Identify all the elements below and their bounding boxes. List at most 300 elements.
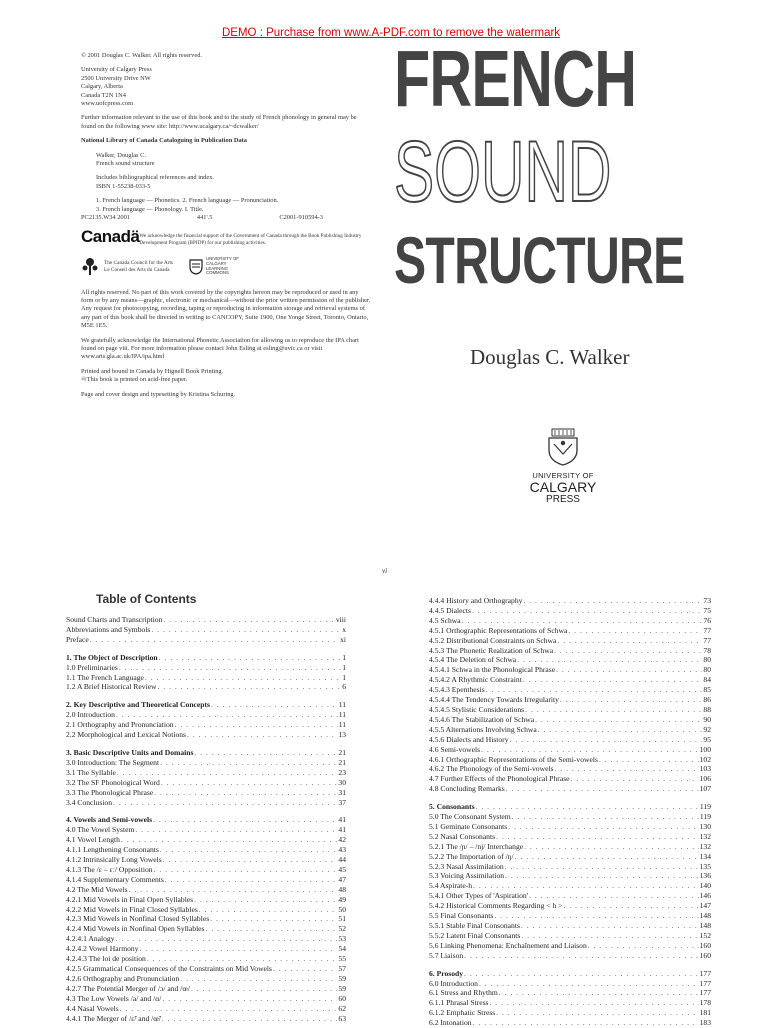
toc-entry-title: 2. Key Descriptive and Theoretical Concepts (66, 700, 210, 710)
toc-leader-dots (476, 802, 699, 812)
toc-page-number: 148 (699, 911, 711, 921)
toc-leader-dots (90, 635, 339, 645)
toc-entry-title: 4.4.1 The Merger of /ɛ̃/ and /œ̃/ (66, 1013, 161, 1023)
toc-entry-title: 4.1.2 Intrinsically Long Vowels (66, 855, 162, 865)
toc-page-number: 73 (703, 596, 711, 605)
toc-leader-dots (599, 755, 699, 765)
toc-entry-title: 4.2.7 The Potential Merger of /ɔ/ and /œ/ (66, 983, 190, 993)
toc-leader-dots (563, 901, 698, 911)
toc-entry (429, 891, 711, 901)
toc-page-number: 13 (338, 730, 346, 740)
toc-chapter-entry (66, 815, 346, 825)
toc-entry-title: 2.2 Morphological and Lexical Notions (66, 730, 186, 740)
toc-entry (66, 914, 346, 924)
toc-entry (429, 921, 711, 931)
toc-entry-title: 4.2.4 Mid Vowels in Nonfinal Open Syllables (66, 924, 205, 934)
toc-entry-title: 5.2.2 The Importation of /ŋ/ (429, 851, 514, 861)
toc-entry (66, 710, 346, 720)
toc-entry (66, 825, 346, 835)
toc-leader-dots (211, 700, 338, 710)
toc-entry-title: 4.3 The Low Vowels /a/ and /ɑ/ (66, 993, 162, 1003)
toc-leader-dots (154, 788, 337, 798)
toc-entry-title: 4.6.2 The Phonology of the Semi-vowels (429, 764, 554, 774)
toc-entry-title: 4.5.4.2 A Rhythmic Constraint (429, 675, 522, 685)
toc-page-number: 135 (699, 861, 711, 871)
toc-entry-title: Preface (66, 634, 89, 644)
toc-entry-title: Abbreviations and Symbols (66, 624, 151, 634)
toc-entry (429, 725, 711, 735)
toc-entry (429, 941, 711, 951)
toc-entry (66, 905, 346, 915)
toc-entry (429, 774, 711, 784)
toc-page-number: 59 (338, 973, 346, 983)
toc-page-number: 148 (699, 921, 711, 930)
toc-entry (429, 705, 711, 715)
toc-entry-title: 4.6.1 Orthographic Representations of the Semi-vowels (429, 754, 598, 764)
author-name: Douglas C. Walker (470, 345, 630, 369)
toc-page-number: 84 (703, 675, 711, 685)
toc-leader-dots (571, 774, 699, 784)
toc-page-number: 60 (338, 993, 346, 1003)
toc-leader-dots (147, 954, 338, 964)
toc-leader-dots (510, 735, 703, 745)
toc-entry (66, 798, 346, 808)
toc-page-number: 30 (338, 777, 346, 787)
canada-acknowledgement: Canadä We acknowledge the financial support of the Government of Canada through the Book Publishing Industry Development Program (BPIDP) for our publishing activities. (81, 226, 362, 246)
toc-entry-title: 4.6 Semi-vowels (429, 744, 481, 754)
toc-page-number: 51 (338, 914, 346, 924)
toc-entry-title: 6.1.2 Emphatic Stress (429, 1008, 496, 1018)
toc-leader-dots (160, 758, 337, 768)
toc-entry-title: 4.8 Concluding Remarks (429, 784, 505, 794)
toc-leader-dots (473, 1018, 699, 1028)
toc-leader-dots (556, 665, 702, 675)
toc-entry (429, 606, 711, 616)
printing-info: Printed and bound in Canada by Hignell Book Printing. ♾This book is printed on acid-free paper. (81, 367, 224, 384)
ipa-acknowledgement: We gratefully acknowledge the International Phonetic Association for allowing us to reproduce the IPA chart found on page viii. For more information please contact John Esling at esling@uvic.ca or visit www.arts.gla.ac.uk/IPA/ipa.html (81, 336, 359, 361)
toc-leader-dots (116, 710, 338, 720)
toc-entry-title: 4.4.5 Dialects (429, 605, 471, 615)
toc-page-number: 1 (342, 662, 346, 672)
toc-page-number: 50 (338, 904, 346, 914)
toc-entry (429, 852, 711, 862)
toc-entry (66, 673, 346, 683)
toc-entry (429, 745, 711, 755)
toc-leader-dots (187, 730, 337, 740)
toc-entry-title: 4.5.6 Dialects and History (429, 734, 509, 744)
toc-leader-dots (473, 881, 699, 891)
toc-leader-dots (525, 705, 702, 715)
toc-page-number: 136 (699, 871, 711, 881)
toc-leader-dots (555, 764, 699, 774)
toc-page-number: 80 (703, 665, 711, 675)
toc-entry-title: 4. Vowels and Semi-vowels (66, 815, 153, 825)
toc-entry-title: 5. Consonants (429, 802, 475, 812)
toc-entry-title: 4.5.5 Alternations Involving Schwa (429, 724, 537, 734)
toc-entry (66, 788, 346, 798)
toc-page-number: 160 (699, 940, 711, 950)
toc-entry (66, 895, 346, 905)
learning-commons-logo: UNIVERSITY OF CALGARY LEARNING COMMONS (189, 257, 239, 275)
title-line-3: STRUCTURE (394, 223, 685, 297)
toc-page-number: 44 (338, 855, 346, 865)
toc-entry-title: 6.1 Stress and Rhythm (429, 988, 498, 998)
toc-entry-title: 4.1.4 Supplementary Comments (66, 874, 164, 884)
toc-leader-dots (529, 891, 699, 901)
toc-leader-dots (175, 720, 338, 730)
toc-page-number: 147 (699, 901, 711, 911)
toc-page-number: 178 (699, 998, 711, 1008)
toc-leader-dots (462, 616, 703, 626)
toc-page-number: 49 (338, 894, 346, 904)
toc-page-number: 132 (699, 841, 711, 851)
toc-entry-title: 4.0 The Vowel System (66, 825, 135, 835)
toc-entry (66, 615, 346, 625)
toc-entry-title: 6.0 Introduction (429, 978, 478, 988)
toc-page-number: 100 (699, 744, 711, 754)
toc-entry (429, 784, 711, 794)
toc-page-number: 1 (342, 652, 346, 662)
toc-leader-dots (154, 865, 338, 875)
toc-entry-title: 1.2 A Brief Historical Review (66, 682, 157, 692)
toc-page-number: 52 (338, 924, 346, 934)
toc-page-number: 42 (338, 835, 346, 845)
toc-entry (66, 984, 346, 994)
toc-leader-dots (557, 636, 702, 646)
toc-entry (429, 1008, 711, 1018)
toc-entry-title: 5.5.1 Stable Final Consonants (429, 921, 520, 930)
toc-entry-title: 6.2 Intonation (429, 1018, 472, 1028)
toc-leader-dots (121, 835, 337, 845)
toc-entry-title: 4.1.1 Lengthening Consonants (66, 845, 159, 855)
toc-leader-dots (479, 979, 699, 989)
toc-entry (66, 682, 346, 692)
toc-entry-title: 4.7 Further Effects of the Phonological Phrase (429, 774, 570, 784)
toc-leader-dots (554, 646, 702, 656)
toc-page-number: 59 (338, 983, 346, 993)
toc-entry-title: 4.1 Vowel Length (66, 835, 120, 845)
university-crest-icon (546, 428, 580, 466)
toc-page-number: 95 (703, 734, 711, 744)
toc-entry-title: Sound Charts and Transcription (66, 615, 163, 624)
toc-leader-dots (163, 615, 334, 625)
toc-entry-title: 5.0 The Consonant System (429, 812, 511, 822)
toc-entry (66, 758, 346, 768)
toc-leader-dots (151, 625, 341, 635)
toc-leader-dots (194, 895, 337, 905)
toc-entry (429, 881, 711, 891)
toc-page-number: 48 (338, 884, 346, 894)
canada-wordmark-logo: Canadä (81, 226, 140, 246)
toc-page-number: 177 (699, 978, 711, 988)
toc-page-number: 92 (703, 724, 711, 734)
toc-leader-dots (588, 941, 699, 951)
toc-leader-dots (535, 715, 702, 725)
toc-entry-title: 5.5 Final Consonants (429, 911, 494, 921)
title-line-2: SOUND (394, 124, 612, 220)
toc-entry (429, 832, 711, 842)
toc-entry (66, 1014, 346, 1024)
toc-leader-dots (140, 944, 338, 954)
toc-leader-dots (159, 653, 342, 663)
toc-page-number: 23 (338, 767, 346, 777)
canada-council-logo: The Canada Council for the Arts Le Conseil des Arts du Canada (81, 257, 173, 277)
cip-data: Walker, Douglas C. French sound structure Includes bibliographical references and index. ISBN 1-55238-033-5 1. French language — Phonetics. 2. French language — Pronunciation. 3. French language — Phonology. I. Title. (96, 151, 279, 213)
toc-entry (66, 730, 346, 740)
toc-page-number: 90 (703, 714, 711, 724)
toc-page-number: 77 (703, 635, 711, 645)
toc-leader-dots (119, 663, 341, 673)
copyright-page (81, 52, 371, 405)
toc-page-number: 11 (338, 700, 346, 710)
toc-leader-dots (161, 778, 338, 788)
toc-leader-dots (116, 934, 338, 944)
toc-entry (429, 988, 711, 998)
publisher-address: University of Calgary Press 2500 University Drive NW Calgary, Alberta Canada T2N 1N4 www.uofcpress.com (81, 66, 152, 108)
toc-entry (66, 964, 346, 974)
toc-page-number: 160 (699, 950, 711, 960)
toc-entry (66, 875, 346, 885)
toc-entry-title: 3.4 Conclusion (66, 797, 112, 807)
toc-entry-title: 4.5.4.5 Stylistic Considerations (429, 704, 525, 714)
toc-page-number: 55 (338, 954, 346, 964)
toc-page-number: 76 (703, 615, 711, 625)
toc-leader-dots (489, 998, 698, 1008)
toc-entry-title: 5.6 Linking Phenomena: Enchaînement and Liaison (429, 940, 587, 950)
toc-leader-dots (494, 911, 698, 921)
toc-page-number: 11 (338, 720, 346, 730)
toc-entry (66, 855, 346, 865)
toc-entry-title: 3.0 Introduction: The Segment (66, 757, 160, 767)
toc-page-number: xi (340, 634, 346, 644)
toc-leader-dots (206, 924, 338, 934)
toc-entry-title: 4.5.2 Distributional Constraints on Schwa (429, 635, 557, 645)
toc-entry-title: 1.1 The French Language (66, 672, 144, 682)
toc-entry-title: 4.2.6 Orthography and Pronunciation (66, 973, 180, 983)
toc-page-number: 31 (338, 787, 346, 797)
toc-entry (429, 665, 711, 675)
toc-entry-title: 1.0 Preliminaries (66, 662, 118, 672)
toc-chapter-entry (66, 653, 346, 663)
toc-entry-title: 4.4 Nasal Vowels (66, 1003, 119, 1013)
cip-heading: National Library of Canada Cataloguing in Publication Data (81, 137, 247, 145)
toc-entry (429, 911, 711, 921)
toc-entry-title: 4.2.5 Grammatical Consequences of the Constraints on Mid Vowels (66, 964, 272, 973)
toc-chapter-entry (429, 969, 711, 979)
toc-leader-dots (120, 1004, 338, 1014)
toc-leader-dots (162, 994, 337, 1004)
toc-chapter-entry (66, 748, 346, 758)
toc-entry (429, 596, 711, 606)
toc-page-number: 41 (338, 825, 346, 835)
toc-leader-dots (180, 974, 337, 984)
toc-entry-title: 4.2.4.2 Vowel Harmony (66, 944, 139, 954)
toc-page-number: 77 (703, 625, 711, 635)
toc-leader-dots (472, 606, 702, 616)
toc-entry-title: 3.1 The Syllable (66, 767, 116, 777)
design-credit: Page and cover design and typesetting by Kristina Schuring. (81, 390, 236, 398)
toc-entry-title: 4.5.3 The Phonetic Realization of Schwa (429, 645, 554, 655)
toc-entry (429, 655, 711, 665)
toc-page-number: 37 (338, 797, 346, 807)
toc-entry (429, 764, 711, 774)
toc-page-number: 132 (699, 831, 711, 841)
toc-entry-title: 4.2.2 Mid Vowels in Final Closed Syllables (66, 904, 198, 914)
toc-entry (66, 845, 346, 855)
toc-entry (66, 625, 346, 635)
toc-leader-dots (512, 812, 699, 822)
toc-leader-dots (199, 905, 338, 915)
toc-heading: Table of Contents (96, 592, 197, 606)
toc-entry-title: 4.5.4.6 The Stabilization of Schwa (429, 714, 535, 724)
toc-leader-dots (153, 815, 337, 825)
toc-entry-title: 4.2 The Mid Vowels (66, 884, 128, 894)
toc-page-number: 21 (338, 757, 346, 767)
toc-leader-dots (481, 745, 699, 755)
toc-page-number: 134 (699, 851, 711, 861)
toc-leader-dots (515, 852, 699, 862)
toc-entry-title: 4.2.3 Mid Vowels in Nonfinal Closed Syllables (66, 914, 210, 924)
toc-entry-title: 5.2.1 The /ɲ/ – /nj/ Interchange (429, 841, 524, 851)
toc-entry (429, 695, 711, 705)
toc-left-column (66, 615, 346, 1023)
toc-entry-title: 3. Basic Descriptive Units and Domains (66, 747, 194, 757)
toc-page-number: 183 (699, 1018, 711, 1028)
toc-leader-dots (568, 626, 702, 636)
toc-entry (66, 944, 346, 954)
toc-entry (66, 663, 346, 673)
title-line-1: FRENCH (394, 34, 637, 123)
toc-leader-dots (508, 822, 698, 832)
toc-entry-title: 4.1.3 The /ɛ – ɛː/ Opposition (66, 864, 153, 874)
toc-leader-dots (135, 825, 337, 835)
toc-page-number: 146 (699, 891, 711, 901)
toc-entry-title: 2.1 Orthography and Pronunciation (66, 720, 174, 730)
toc-entry-title: 5.2 Nasal Consonants (429, 831, 496, 841)
toc-page-number: 54 (338, 944, 346, 954)
toc-page-number: 53 (338, 934, 346, 944)
toc-page-number: 11 (338, 710, 346, 720)
toc-entry-title: 5.2.3 Nasal Assimilation (429, 861, 504, 871)
toc-entry-title: 4.5.4.4 The Tendency Towards Irregularity (429, 695, 559, 705)
toc-leader-dots (117, 768, 338, 778)
toc-page-number: 47 (338, 874, 346, 884)
toc-entry (429, 646, 711, 656)
toc-entry (66, 934, 346, 944)
toc-entry (66, 954, 346, 964)
toc-entry (429, 979, 711, 989)
toc-page-number: 43 (338, 845, 346, 855)
toc-entry (66, 885, 346, 895)
toc-page-number: 45 (338, 864, 346, 874)
toc-page-number: 57 (338, 964, 346, 973)
toc-entry-title: 4.5.4.3 Epenthesis (429, 685, 485, 695)
toc-entry (429, 822, 711, 832)
toc-leader-dots (505, 862, 699, 872)
toc-entry (66, 974, 346, 984)
toc-entry-title: 5.3 Voicing Assimilation (429, 871, 505, 881)
toc-page-number: 63 (338, 1013, 346, 1023)
toc-page-number: 75 (703, 605, 711, 615)
toc-leader-dots (157, 682, 341, 692)
toc-page-number: x (342, 624, 346, 634)
toc-entry (66, 778, 346, 788)
toc-leader-dots (163, 855, 338, 865)
toc-chapter-entry (429, 802, 711, 812)
toc-entry (66, 835, 346, 845)
toc-page-number: 106 (699, 774, 711, 784)
toc-page-number: 85 (703, 685, 711, 695)
toc-leader-dots (560, 695, 703, 705)
toc-page-number: 119 (699, 802, 711, 812)
toc-entry-title: 1. The Object of Description (66, 652, 158, 662)
toc-entry-title: 5.7 Liaison (429, 950, 464, 960)
toc-page-number: 1 (342, 672, 346, 682)
toc-page-number: 181 (699, 1008, 711, 1018)
toc-entry (429, 862, 711, 872)
toc-entry (66, 924, 346, 934)
toc-page-number: 78 (703, 645, 711, 655)
toc-page-number: 130 (699, 821, 711, 831)
toc-entry (429, 685, 711, 695)
toc-page-number: 119 (699, 812, 711, 822)
toc-right-column (429, 596, 711, 1028)
rights-statement: All rights reserved. No part of this work covered by the copyrights hereon may be reproduced or used in any form or by any means—graphic, electronic or mechanical—without the prior written permission of the publisher. Any request for photocopying, recording, taping or reproducing in information storage and retrieval systems of any part of this book shall be directed in writing to CANCOPY, Suite 1900, One Yonge Street, Toronto, Ontario, M5E 1E5. (81, 288, 371, 330)
toc-entry (429, 715, 711, 725)
sponsor-logos (81, 257, 371, 277)
toc-entry-title: 4.2.4.1 Analogy (66, 934, 115, 944)
toc-entry (429, 842, 711, 852)
toc-entry (429, 812, 711, 822)
toc-leader-dots (538, 725, 703, 735)
toc-entry (429, 675, 711, 685)
page-number: vi (382, 567, 388, 575)
toc-entry-title: 5.5.2 Latent Final Consonants (429, 930, 521, 940)
toc-entry (429, 616, 711, 626)
toc-page-number: 152 (699, 930, 711, 940)
cip-call-numbers: PC2135.W34 2001 441'.5 C2001-910594-3 (81, 214, 323, 222)
toc-page-number: 6 (342, 682, 346, 692)
toc-entry (66, 768, 346, 778)
toc-page-number: 177 (699, 968, 711, 978)
toc-entry (429, 871, 711, 881)
toc-leader-dots (129, 885, 338, 895)
toc-leader-dots (517, 655, 702, 665)
toc-leader-dots (523, 675, 703, 685)
toc-entry-title: 4.2.1 Mid Vowels in Final Open Syllables (66, 894, 194, 904)
toc-leader-dots (273, 964, 337, 974)
toc-entry (429, 735, 711, 745)
toc-entry-title: 6. Prosody (429, 968, 464, 978)
toc-entry-title: 4.4.4 History and Orthography (429, 596, 523, 605)
toc-entry (429, 998, 711, 1008)
toc-leader-dots (160, 845, 338, 855)
toc-leader-dots (165, 875, 338, 885)
toc-entry (429, 636, 711, 646)
toc-entry (429, 951, 711, 961)
toc-entry (66, 1004, 346, 1014)
crest-icon (189, 259, 203, 275)
copyright-line: © 2001 Douglas C. Walker. All rights reserved. (81, 52, 203, 59)
toc-leader-dots (464, 969, 699, 979)
toc-entry-title: 4.2.4.3 The loi de position (66, 954, 146, 964)
toc-entry-title: 2.0 Introduction (66, 710, 115, 720)
toc-leader-dots (521, 921, 699, 931)
toc-leader-dots (499, 988, 699, 998)
toc-entry (66, 720, 346, 730)
toc-entry-title: 5.4.2 Historical Comments Regarding < h > (429, 901, 563, 911)
watermark-link[interactable]: DEMO : Purchase from www.A-PDF.com to remove the watermark (222, 27, 561, 39)
